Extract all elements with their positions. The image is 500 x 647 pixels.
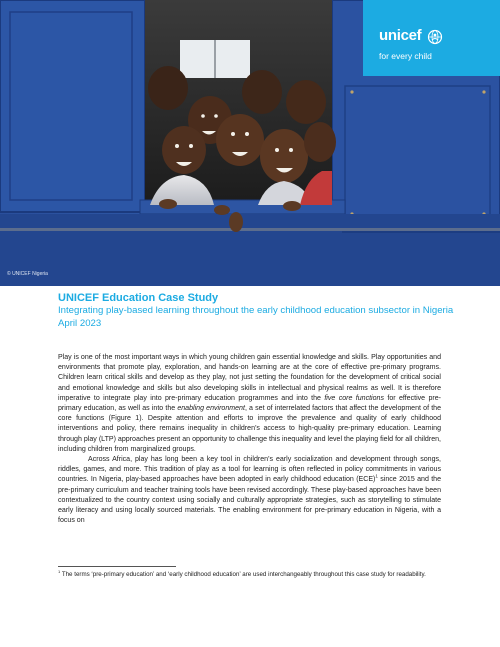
paragraph-1-part-b: for effective pre-primary education, as well as into the bbox=[58, 394, 441, 413]
case-study-heading bbox=[58, 291, 458, 330]
enabling-environment-term: enabling environment bbox=[177, 405, 245, 413]
core-functions-term: five core functions bbox=[324, 394, 384, 402]
case-study-subtitle: Integrating play-based learning throughout the early childhood education subsector in Nigeria bbox=[58, 305, 454, 316]
footnote-text: The terms ‘pre-primary education’ and ‘early childhood education’ are used interchangeably throughout this case study for readability. bbox=[60, 571, 426, 578]
footnote-separator bbox=[58, 566, 176, 567]
paragraph-2-part-a: Across Africa, play has long been a key tool in children’s early socialization and development through songs, riddles, games, and more. This tradition of play as a tool for learning is often reflected in policy commitments in various countries. In Nigeria, play-based approaches have been adopted in early childhood education (ECE) bbox=[58, 456, 441, 484]
unicef-logo bbox=[363, 0, 500, 76]
logo-wordmark: unicef bbox=[379, 27, 422, 44]
logo-tagline: for every child bbox=[379, 51, 432, 61]
paragraph-2-part-b: since 2015 and the pre-primary curriculum and teacher training tools have been revised accordingly. These play-based approaches have been contextualized to the country context using socially and culturally appropriate strategies, such as storytelling to stimulate early literacy and using locally sourced materials. The enabling environment for pre-primary education in Nigeria, with a focus on bbox=[58, 476, 442, 525]
photo-credit: © UNICEF Nigeria bbox=[7, 271, 48, 277]
body-text bbox=[58, 353, 441, 526]
footnote-reference: 1 bbox=[375, 474, 378, 480]
paragraph-1-part-a: Play is one of the most important ways in which young children gain essential knowledge and skills. Play opportunities and environments that promote play, exploration, and hands-on learning are at the core of effective pre-primary programs. Children learn critical skills and develop as they play, not just setting the foundation for the development of critical social and emotional knowledge and skills but also developing skills in intellectual and physical realms as well. It is therefore imperative to integrate play into pre-primary education programmes and into the bbox=[58, 354, 441, 402]
paragraph-1-part-c: , a set of interrelated factors that affect the development of the core functions (Figure 1). Despite attention and efforts to improve the prevalence and quality of early childhood interventions and policy, there remains inequality in children’s access to high-quality pre-primary education. Learning through play (LTP) approaches present an opportunity to challenge this inequality and level the playing field for all children, including children from marginalized groups. bbox=[58, 405, 441, 453]
case-study-date: April 2023 bbox=[58, 317, 102, 329]
footnote-marker: 1 bbox=[58, 568, 61, 574]
paragraph-2 bbox=[58, 455, 441, 526]
unicef-emblem-icon bbox=[427, 29, 443, 45]
case-study-title: UNICEF Education Case Study bbox=[58, 292, 219, 304]
paragraph-1 bbox=[58, 353, 441, 455]
footnote bbox=[58, 570, 441, 579]
